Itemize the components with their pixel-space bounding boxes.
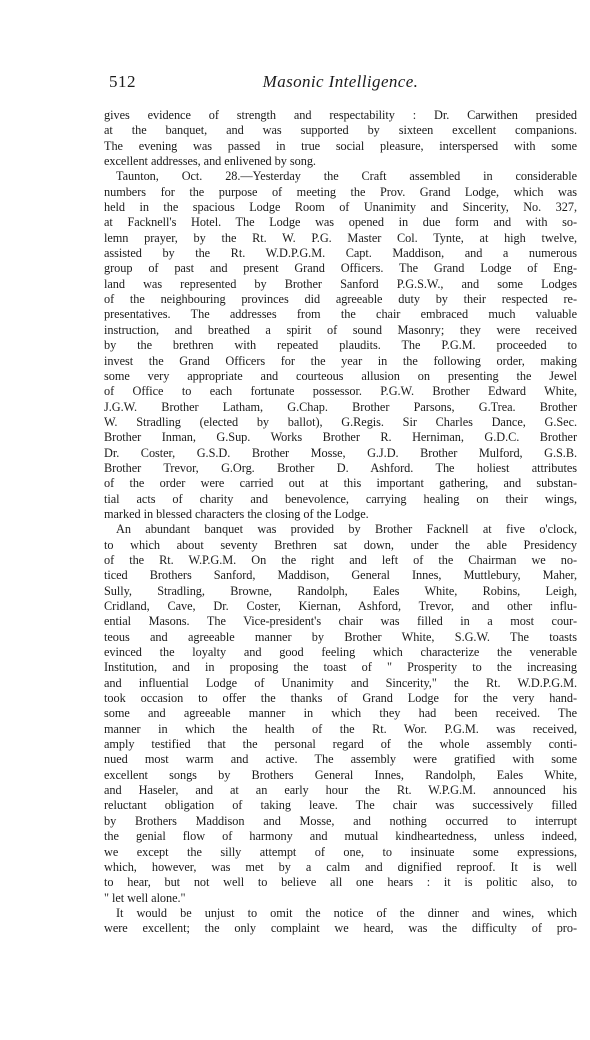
text-line: were excellent; the only complaint we heard, was the difficulty of pro- [104,921,577,936]
text-line: It would be unjust to omit the notice of the dinner and wines, which [116,905,577,920]
text-line: at the banquet, and was supported by sixteen excellent companions. [104,123,577,138]
text-line: held in the spacious Lodge Room of Unanimity and Sincerity, No. 327, [104,200,577,215]
text-line: some and agreeable manner in which they had been received. The [104,706,577,721]
text-line: numbers for the purpose of meeting the Prov. Grand Lodge, which was [104,184,577,199]
page-number: 512 [109,72,136,91]
text-line: evinced the loyalty and good feeling which characterize the venerable [104,645,577,660]
text-line: " let well alone." [104,890,186,905]
text-line: by Brothers Maddison and Mosse, and nothing occurred to interrupt [104,813,577,828]
text-line: Taunton, Oct. 28.—Yesterday the Craft assembled in considerable [116,169,577,184]
text-line: Dr. Coster, G.S.D. Brother Mosse, G.J.D. Brother Mulford, G.S.B. [104,445,577,460]
text-line: and influential Lodge of Unanimity and Sincerity," the Rt. W.D.P.G.M. [104,675,577,690]
running-head [104,72,577,96]
text-line: Cridland, Cave, Dr. Coster, Kiernan, Ashford, Trevor, and other influ- [104,599,577,613]
text-line: teous and agreeable manner by Brother White, S.G.W. The toasts [104,629,577,644]
text-line: of the order were carried out at this important gathering, and substan- [104,476,577,491]
text-line: to hear, but not well to believe all one hears : it is politic also, to [104,875,577,890]
text-line: ential Masons. The Vice-president's chair was filled in a most cour- [104,614,577,629]
text-line: assisted by the Rt. W.D.P.G.M. Capt. Maddison, and a numerous [104,246,577,261]
text-line: manner in which the health of the Rt. Wor. P.G.M. was received, [104,721,577,736]
text-line: which, however, was met by a calm and dignified reproof. It is well [104,859,577,874]
text-line: took occasion to offer the thanks of Grand Lodge for the very hand- [104,691,577,706]
book-page [104,72,577,937]
text-line: to which about seventy Brethren sat down, under the able Presidency [104,537,577,552]
text-line: land was represented by Brother Sanford P.G.S.W., and some Lodges [104,276,577,291]
text-line: lemn prayer, by the Rt. W. P.G. Master Col. Tynte, at high twelve, [104,230,577,245]
text-line: excellent addresses, and enlivened by song. [104,154,316,169]
text-line: tial acts of charity and benevolence, carrying healing on their wings, [104,491,577,506]
text-line: An abundant banquet was provided by Brother Facknell at five o'clock, [116,522,577,537]
text-line: of the neighbouring provinces did agreeable duty by their respected re- [104,292,577,307]
text-line: The evening was passed in true social pleasure, interspersed with some [104,138,577,153]
text-line: of Office to each fortunate possessor. P.G.W. Brother Edward White, [104,384,577,399]
text-line: by the brethren with repeated plaudits. The P.G.M. proceeded to [104,338,577,353]
text-line: nued most warm and active. The assembly were gratified with some [104,752,577,767]
text-line: excellent songs by Brothers General Innes, Randolph, Eales White, [104,767,577,782]
text-line: presentatives. The addresses from the chair embraced much valuable [104,307,577,322]
text-line: we except the silly attempt of one, to insinuate some expressions, [104,844,577,859]
text-line: amply testified that the personal regard of the whole assembly conti- [104,737,577,752]
body-text [104,108,577,937]
text-line: Sully, Stradling, Browne, Randolph, Eales White, Robins, Leigh, [104,583,577,598]
text-line: ticed Brothers Sanford, Maddison, General Innes, Muttlebury, Maher, [104,568,577,583]
text-line: some very appropriate and courteous allusion on presenting the Jewel [104,368,577,383]
text-line: gives evidence of strength and respectability : Dr. Carwithen presided [104,108,577,122]
text-line: J.G.W. Brother Latham, G.Chap. Brother Parsons, G.Trea. Brother [104,399,577,414]
text-line: invest the Grand Officers for the year in the following order, making [104,353,577,368]
text-line: group of past and present Grand Officers. The Grand Lodge of Eng- [104,261,577,276]
text-line: at Facknell's Hotel. The Lodge was opened in due form and with so- [104,215,577,230]
text-line: the genial flow of harmony and mutual kindheartedness, unless indeed, [104,829,577,844]
text-line: W. Stradling (elected by ballot), G.Regis. Sir Charles Dance, G.Sec. [104,414,577,429]
text-line: instruction, and breathed a spirit of sound Masonry; they were received [104,322,577,337]
text-line: marked in blessed characters the closing of the Lodge. [104,506,369,521]
text-line: and Haseler, and at an early hour the Rt. W.P.G.M. announced his [104,783,577,798]
text-line: Institution, and in proposing the toast of " Prosperity to the increasing [104,660,577,675]
text-line: Brother Trevor, G.Org. Brother D. Ashford. The holiest attributes [104,460,577,475]
text-line: reluctant obligation of taking leave. The chair was successively filled [104,798,577,813]
text-line: of the Rt. W.P.G.M. On the right and left of the Chairman we no- [104,552,577,567]
running-title: Masonic Intelligence. [262,72,419,91]
text-line: Brother Inman, G.Sup. Works Brother R. Herniman, G.D.C. Brother [104,430,577,445]
